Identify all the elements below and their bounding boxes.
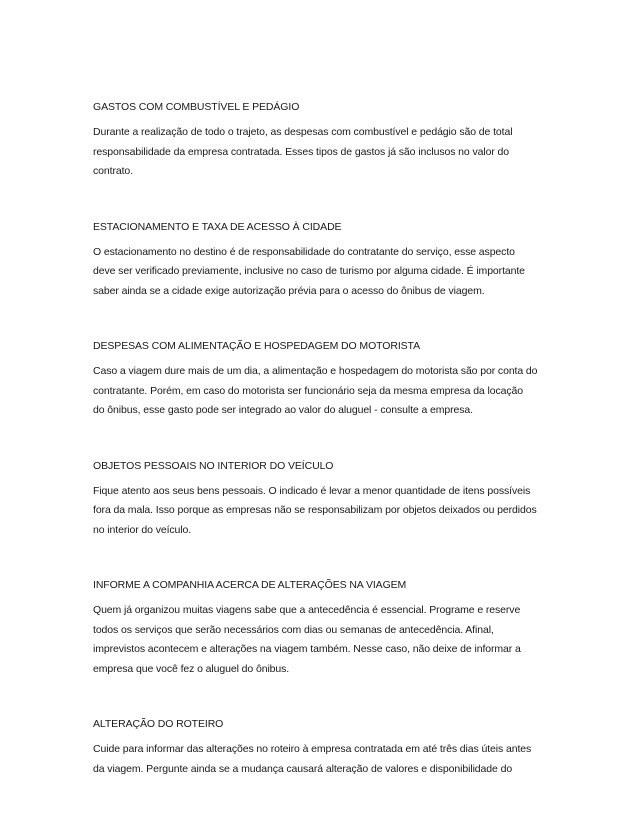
section-paragraph [93, 482, 553, 541]
section-parking-access [93, 217, 553, 302]
section-driver-expenses [93, 336, 553, 421]
section-paragraph [93, 740, 553, 779]
paragraph-line: imprevistos acontecem e alterações na viagem também. Nesse caso, não deixe de informar a [93, 643, 521, 655]
paragraph-line: no interior do veículo. [93, 523, 192, 536]
paragraph-line: Cuide para informar das alterações no roteiro à empresa contratada em até três dias úteis antes [93, 743, 532, 755]
section-heading: INFORME A COMPANHIA ACERCA DE ALTERAÇÕES NA VIAGEM [93, 579, 407, 591]
paragraph-line: Caso a viagem dure mais de um dia, a alimentação e hospedagem do motorista são por conta do [93, 365, 538, 377]
section-heading: OBJETOS PESSOAIS NO INTERIOR DO VEÍCULO [93, 459, 334, 472]
paragraph-line: O estacionamento no destino é de responsabilidade do contratante do serviço, esse aspecto [93, 245, 515, 258]
paragraph-line: responsabilidade da empresa contratada. Esses tipos de gastos já são inclusos no valor do [93, 145, 510, 158]
paragraph-line: contratante. Porém, em caso do motorista ser funcionário seja da mesma empresa da locação [93, 384, 523, 397]
paragraph-line: do ônibus, esse gasto pode ser integrado ao valor do aluguel - consulte a empresa. [93, 404, 473, 416]
section-heading: ALTERAÇÃO DO ROTEIRO [93, 718, 224, 730]
section-fuel-tolls [93, 97, 553, 182]
paragraph-line: todos os serviços que serão necessários com dias ou semanas de antecedência. Afinal, [93, 623, 494, 636]
document-body [93, 97, 553, 779]
section-heading: DESPESAS COM ALIMENTAÇÃO E HOSPEDAGEM DO MOTORISTA [93, 340, 420, 352]
section-paragraph [93, 601, 553, 679]
section-paragraph [93, 243, 553, 302]
section-trip-changes [93, 575, 553, 679]
paragraph-line: Quem já organizou muitas viagens sabe que a antecedência é essencial. Programe e reserve [93, 604, 521, 616]
section-personal-objects [93, 456, 553, 541]
section-heading: GASTOS COM COMBUSTÍVEL E PEDÁGIO [93, 101, 300, 113]
paragraph-line: fora da mala. Isso porque as empresas não se responsabilizam por objetos deixados ou perdidos [93, 504, 537, 516]
paragraph-line: Fique atento aos seus bens pessoais. O indicado é levar a menor quantidade de itens possíveis [93, 484, 531, 497]
paragraph-line: da viagem. Pergunte ainda se a mudança causará alteração de valores e disponibilidade do [93, 762, 513, 775]
section-paragraph [93, 123, 553, 182]
paragraph-line: Durante a realização de todo o trajeto, as despesas com combustível e pedágio são de total [93, 126, 513, 138]
section-route-change [93, 714, 553, 779]
paragraph-line: contrato. [93, 165, 133, 177]
section-paragraph [93, 362, 553, 421]
paragraph-line: empresa que você fez o aluguel do ônibus. [93, 662, 290, 675]
paragraph-line: deve ser verificado previamente, inclusive no caso de turismo por alguma cidade. É importante [93, 265, 525, 277]
paragraph-line: saber ainda se a cidade exige autorização prévia para o acesso do ônibus de viagem. [93, 284, 485, 297]
section-heading: ESTACIONAMENTO E TAXA DE ACESSO À CIDADE [93, 220, 342, 233]
